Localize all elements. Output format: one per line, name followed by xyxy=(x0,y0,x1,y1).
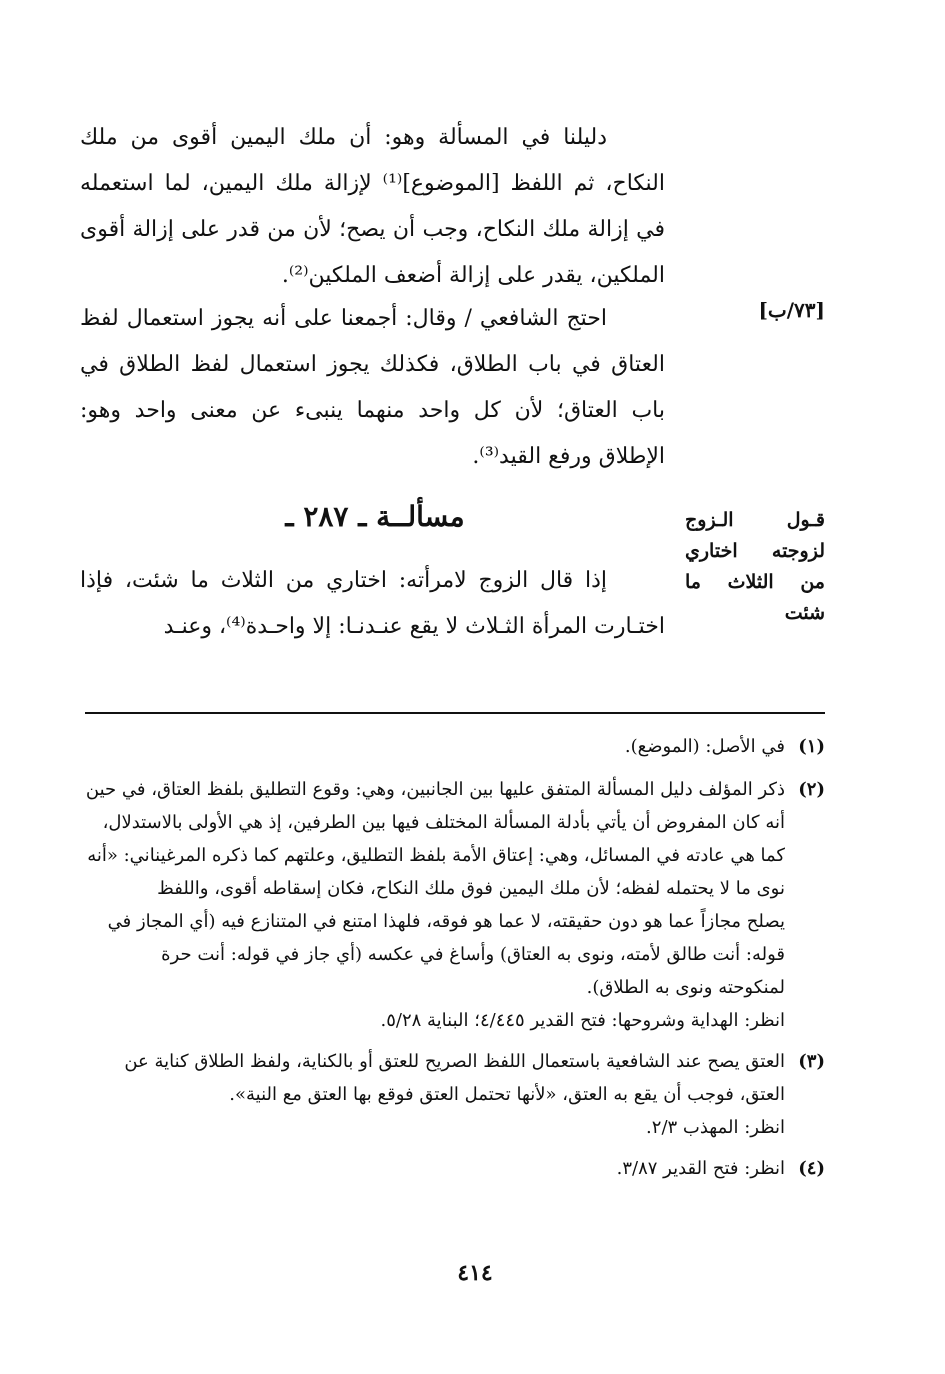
paragraph-issue-text: إذا قال الزوج لامرأته: اختاري من الثلاث ما شئت، فإذا اختـارت المرأة الثـلاث لا يقع عنـدنـا: إلا واحـدة⁽⁴⁾، وعنـد xyxy=(80,568,665,639)
footnote-line: قوله: أنت طالق لأمته، ونوى به العتاق) وأساغ في عكسه (أي جاز في قوله: أنت حرة xyxy=(161,944,785,965)
footnote-line: أنه كان المفروض أن يأتي بأدلة المسألة المختلف فيها بين الطرفين، إذ هي الأولى بالاستدلال، xyxy=(102,812,785,833)
footnote-line: انظر: الهداية وشروحها: فتح القدير ٤/٤٤٥؛ البناية ٥/٢٨. xyxy=(380,1010,785,1031)
footnote-line: نوى ما لا يحتمله لفظه؛ لأن ملك اليمين فوق ملك النكاح، فكان إسقاطه أقوى، واللفظ xyxy=(157,878,785,899)
footnotes xyxy=(80,730,825,1193)
footnote-1 xyxy=(80,730,825,763)
footnote-line: كما هي عادته في المسائل، وهي: إعتاق الأمة بلفظ التطليق، وعلتهم كما ذكره المرغيناني: «أنه xyxy=(87,845,785,866)
footnote-line: انظر: المهذب ٢/٣. xyxy=(646,1117,785,1138)
footnote-number: (٣) xyxy=(798,1051,825,1072)
side-heading xyxy=(685,505,825,629)
footnote-number: (١) xyxy=(798,736,825,757)
paragraph-shafii-argument: احتج الشافعي / وقال: أجمعنا على أنه يجوز استعمال لفظ العتاق في باب الطلاق، فكذلك يجوز استعمال لفظ الطلاق في باب العتاق؛ لأن كل واحد منهما ينبىء عن معنى واحد وهو: الإطلاق ورفع القيد⁽³⁾. xyxy=(80,306,665,469)
footnote-line: انظر: فتح القدير ٣/٨٧. xyxy=(616,1158,785,1179)
footnote-number: (٤) xyxy=(798,1158,825,1179)
issue-heading: مسألــة ـ ٢٨٧ ـ xyxy=(285,500,465,533)
footnote-number: (٢) xyxy=(798,779,825,800)
side-heading-line-1: قـول الـزوج xyxy=(685,509,825,531)
footnote-line: ذكر المؤلف دليل المسألة المتفق عليها بين الجانبين، وهي: وقوع التطليق بلفظ العتاق، في حين xyxy=(85,779,785,800)
footnote-line: في الأصل: (الموضع). xyxy=(624,736,785,757)
footnote-4 xyxy=(80,1152,825,1185)
page-number: ٤١٤ xyxy=(457,1260,493,1286)
footnote-line: العتق، فوجب أن يقع به العتق، «لأنها تحتمل العتق فوقع بها العتق مع النية». xyxy=(229,1084,785,1105)
side-heading-line-3: من الثلاث ما شئت xyxy=(685,571,825,624)
manuscript-folio-reference: [٧٣/ب] xyxy=(758,298,825,322)
side-heading-line-2: لزوجته اختاري xyxy=(685,540,825,562)
footnote-divider xyxy=(85,712,825,714)
footnote-line: العتق يصح عند الشافعية باستعمال اللفظ الصريح للعتق أو بالكناية، ولفظ الطلاق كناية عن xyxy=(124,1051,785,1072)
footnote-line: يصلح مجازاً عما هو دون حقيقته، لا عما هو فوقه، فلهذا امتنع في المتنازع فيه (أي المجاز في xyxy=(107,911,785,932)
footnote-3 xyxy=(80,1045,825,1144)
footnote-2 xyxy=(80,773,825,1037)
paragraph-evidence: دليلنا في المسألة وهو: أن ملك اليمين أقوى من ملك النكاح، ثم اللفظ [الموضوع]⁽¹⁾ لإزالة ملك اليمين، لما استعمله في إزالة ملك النكاح، وجب أن يصح؛ لأن من قدر على إزالة أقوى الملكين، يقدر على إزالة أضعف الملكين⁽²⁾. xyxy=(80,125,665,288)
footnote-line: لمنكوحته ونوى به الطلاق). xyxy=(586,977,785,998)
